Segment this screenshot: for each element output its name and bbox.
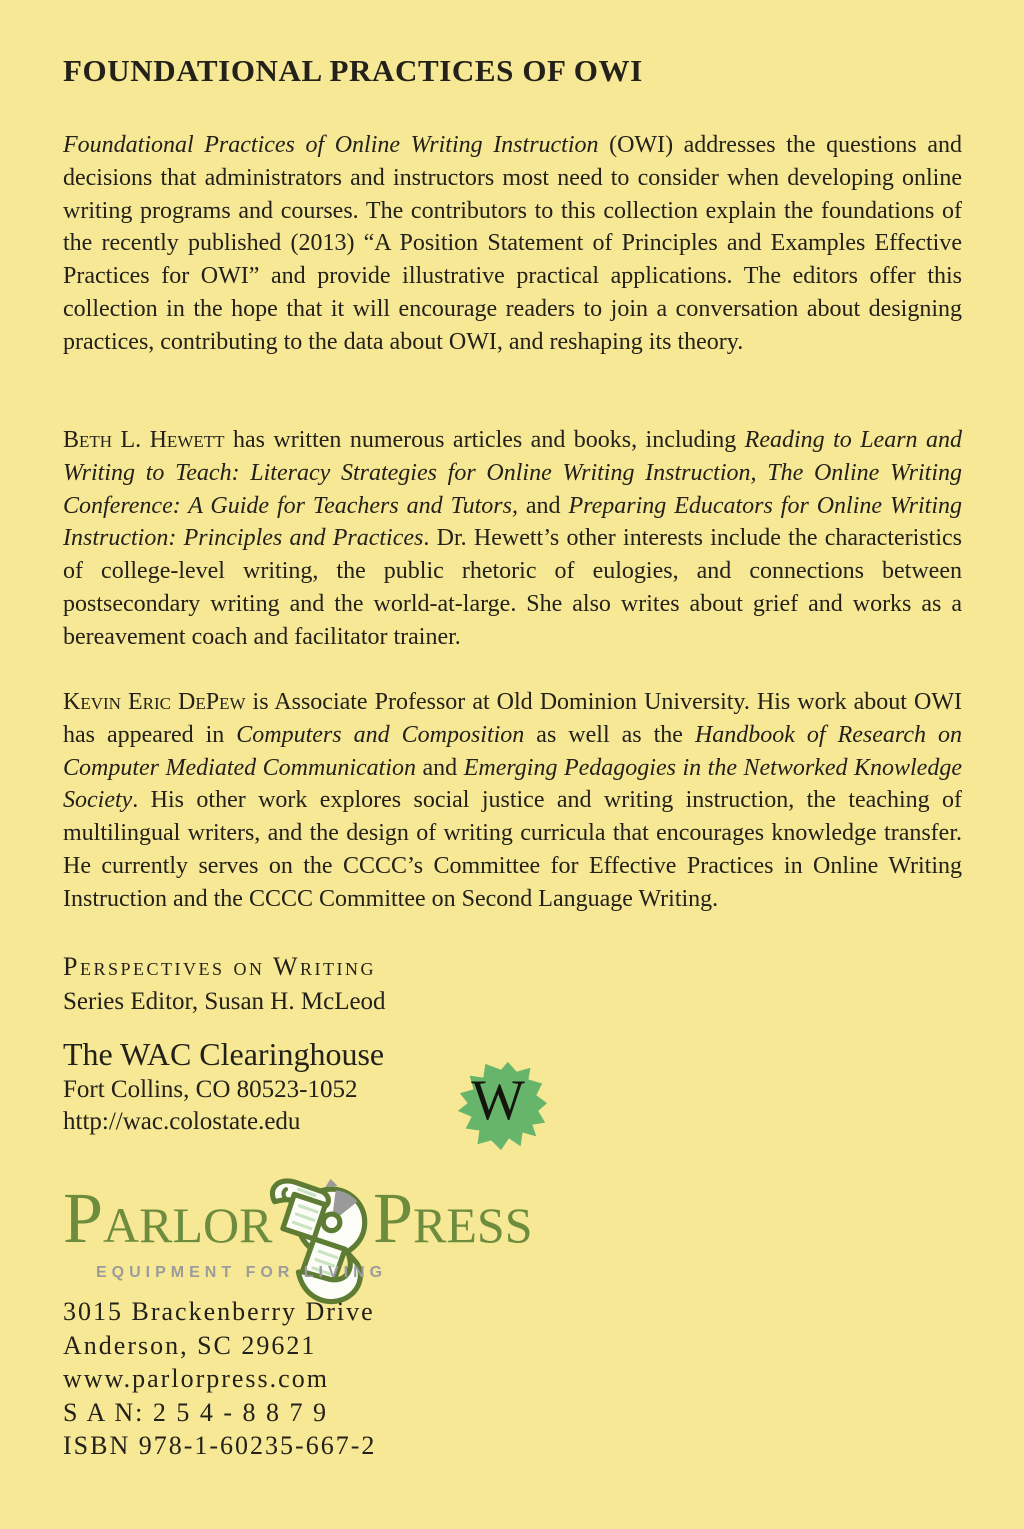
- publisher-url: www.parlorpress.com: [63, 1364, 329, 1393]
- publisher-address-block: [63, 1295, 376, 1463]
- series-info: [63, 952, 386, 1016]
- parlor-tagline: EQUIPMENT FOR LIVING: [96, 1264, 388, 1281]
- parlor-wordmark-right: Press: [373, 1178, 533, 1258]
- wac-logo-letter: W: [471, 1068, 525, 1132]
- wac-clearinghouse-block: [63, 1034, 384, 1138]
- author-bio-depew: Kevin Eric DePew is Associate Professor at Old Dominion University. His work about OWI has appeared in Computers and Composition as well as the Handbook of Research on Computer Mediated Communication and Emerging Pedagogies in the Networked Knowledge Society. His other work explores social justice and writing instruction, the teaching of multilingual writers, and the design of writing curricula that encourages knowledge transfer. He currently serves on the CCCC’s Committee for Effective Practices in Online Writing Instruction and the CCCC Committee on Second Language Writing.: [63, 689, 962, 912]
- san-number: S A N: 2 5 4 - 8 8 7 9: [63, 1397, 329, 1427]
- parlor-press-scroll-disc-icon: [257, 1176, 373, 1308]
- wac-url: http://wac.colostate.edu: [63, 1108, 301, 1135]
- author-bio-hewett: Beth L. Hewett has written numerous articles and books, including Reading to Learn and Writing to Teach: Literacy Strategies for Online Writing Instruction, The Online Writing Conference: A Guide for Teachers and Tutors, and Preparing Educators for Online Writing Instruction: Principles and Practices. Dr. Hewett’s other interests include the characteristics of college-level writing, the public rhetoric of eulogies, and connections between postsecondary writing and the world-at-large. She also writes about grief and works as a bereavement coach and facilitator trainer.: [63, 427, 962, 650]
- parlor-wordmark-left: Parlor: [63, 1178, 273, 1258]
- wac-publisher-name: The WAC Clearinghouse: [63, 1036, 385, 1072]
- series-editor: Series Editor, Susan H. McLeod: [63, 988, 386, 1015]
- wac-address: Fort Collins, CO 80523-1052: [63, 1076, 358, 1103]
- wac-clearinghouse-logo-icon: [452, 1058, 550, 1156]
- parlor-press-logo: [63, 1178, 683, 1312]
- series-name: Perspectives on Writing: [63, 952, 377, 981]
- book-description: Foundational Practices of Online Writing Instruction (OWI) addresses the questions and decisions that administrators and instructors most need to consider when developing online writing programs and courses. The contributors to this collection explain the foundations of the recently published (2013) “A Position Statement of Principles and Examples Effective Practices for OWI” and provide illustrative practical applications. The editors offer this collection in the hope that it will encourage readers to join a conversation about designing practices, contributing to the data about OWI, and reshaping its theory.: [63, 132, 963, 355]
- isbn-number: ISBN 978-1-60235-667-2: [63, 1431, 377, 1460]
- book-title: FOUNDATIONAL PRACTICES OF OWI: [63, 53, 643, 88]
- city-state-zip: Anderson, SC 29621: [63, 1330, 317, 1360]
- street-address: 3015 Brackenberry Drive: [63, 1297, 375, 1326]
